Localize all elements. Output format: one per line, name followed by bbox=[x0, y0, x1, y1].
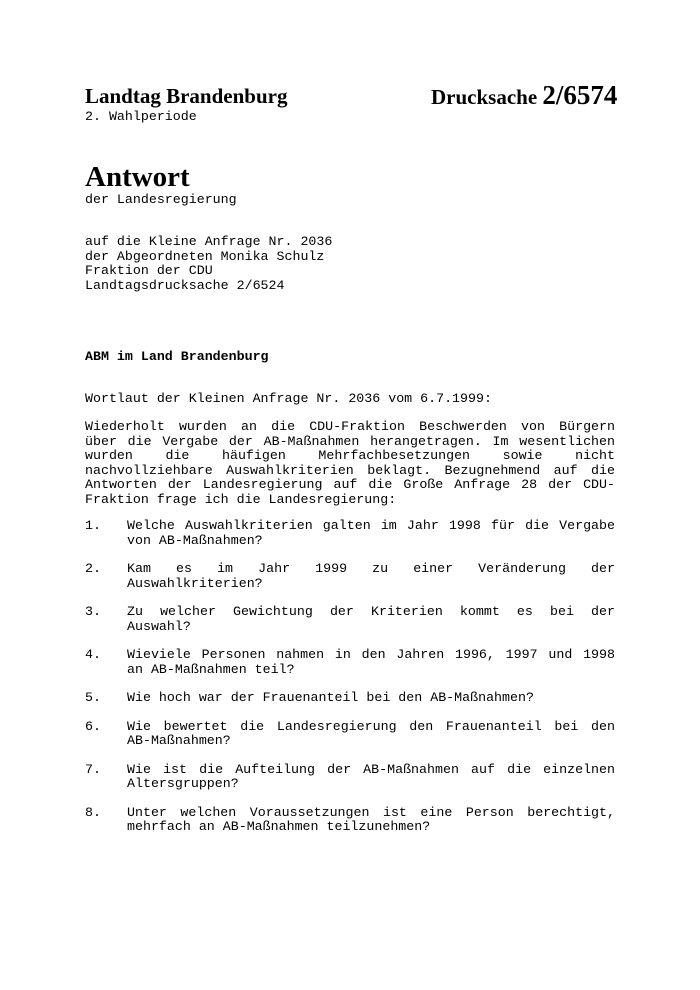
reference-line: Fraktion der CDU bbox=[85, 263, 213, 278]
question-text bbox=[127, 720, 615, 749]
question-text bbox=[127, 806, 615, 835]
question-line: Zu welcher Gewichtung der Kriterien kommt es bei der bbox=[127, 604, 615, 619]
inquiry-wording-label: Wortlaut der Kleinen Anfrage Nr. 2036 vom 6.7.1999: bbox=[85, 391, 492, 406]
question-line: Wie hoch war der Frauenanteil bei den AB-Maßnahmen? bbox=[127, 690, 534, 705]
question-text bbox=[127, 691, 615, 706]
question-line: Altersgruppen? bbox=[127, 776, 239, 791]
document-subtitle: der Landesregierung bbox=[85, 192, 237, 207]
question-line: Wieviele Personen nahmen in den Jahren 1996, 1997 und 1998 bbox=[127, 647, 615, 662]
question-number: 3. bbox=[85, 604, 101, 619]
paragraph-line: Fraktion frage ich die Landesregierung: bbox=[85, 491, 397, 507]
paragraph-line: Antworten der Landesregierung auf die Große Anfrage 28 der CDU- bbox=[85, 477, 615, 492]
question-line: Auswahl? bbox=[127, 618, 191, 634]
question-item bbox=[85, 605, 615, 634]
question-line: Kam es im Jahr 1999 zu einer Veränderung der bbox=[127, 561, 615, 576]
reference-line: der Abgeordneten Monika Schulz bbox=[85, 248, 325, 264]
paragraph-line: Wiederholt wurden an die CDU-Fraktion Beschwerden von Bürgern bbox=[85, 419, 615, 434]
document-title: Antwort bbox=[85, 161, 190, 193]
question-item bbox=[85, 562, 615, 591]
question-line: AB-Maßnahmen? bbox=[127, 733, 231, 748]
subject-heading: ABM im Land Brandenburg bbox=[85, 349, 269, 364]
question-text bbox=[127, 648, 615, 677]
question-line: mehrfach an AB-Maßnahmen teilzunehmen? bbox=[127, 819, 431, 834]
legislative-period: 2. Wahlperiode bbox=[85, 109, 197, 124]
question-item bbox=[85, 648, 615, 677]
question-number: 4. bbox=[85, 647, 101, 662]
reference-line: Landtagsdrucksache 2/6524 bbox=[85, 277, 285, 293]
question-text bbox=[127, 519, 615, 548]
intro-paragraph bbox=[85, 420, 615, 507]
question-line: Wie bewertet die Landesregierung den Frauenanteil bei den bbox=[127, 718, 615, 734]
question-text bbox=[127, 763, 615, 792]
paragraph-line: nachvollziehbare Auswahlkriterien beklagt. Bezugnehmend auf die bbox=[85, 462, 615, 478]
document-number bbox=[431, 81, 617, 111]
parliament-name: Landtag Brandenburg bbox=[85, 84, 288, 108]
paragraph-line: wurden die häufigen Mehrfachbesetzungen sowie nicht bbox=[85, 448, 615, 463]
question-number: 8. bbox=[85, 804, 101, 820]
question-line: Unter welchen Voraussetzungen ist eine Person berechtigt, bbox=[127, 804, 615, 820]
question-line: Wie ist die Aufteilung der AB-Maßnahmen auf die einzelnen bbox=[127, 761, 615, 777]
question-number: 2. bbox=[85, 561, 101, 576]
question-number: 7. bbox=[85, 761, 101, 777]
paragraph-line: über die Vergabe der AB-Maßnahmen herangetragen. Im wesentlichen bbox=[85, 433, 615, 449]
question-item bbox=[85, 691, 615, 706]
document-number-value: 2/6574 bbox=[542, 80, 618, 110]
question-item bbox=[85, 519, 615, 548]
question-text bbox=[127, 605, 615, 634]
question-number: 6. bbox=[85, 718, 101, 734]
question-line: Welche Auswahlkriterien galten im Jahr 1998 für die Vergabe bbox=[127, 518, 615, 533]
question-item bbox=[85, 720, 615, 749]
question-item bbox=[85, 806, 615, 835]
question-list bbox=[85, 519, 615, 849]
question-item bbox=[85, 763, 615, 792]
inquiry-reference bbox=[85, 235, 332, 293]
question-line: von AB-Maßnahmen? bbox=[127, 532, 263, 548]
question-line: Auswahlkriterien? bbox=[127, 575, 263, 591]
question-text bbox=[127, 562, 615, 591]
question-number: 5. bbox=[85, 690, 101, 705]
document-label: Drucksache bbox=[431, 85, 538, 109]
reference-line: auf die Kleine Anfrage Nr. 2036 bbox=[85, 234, 333, 249]
question-line: an AB-Maßnahmen teil? bbox=[127, 661, 295, 677]
question-number: 1. bbox=[85, 518, 101, 533]
